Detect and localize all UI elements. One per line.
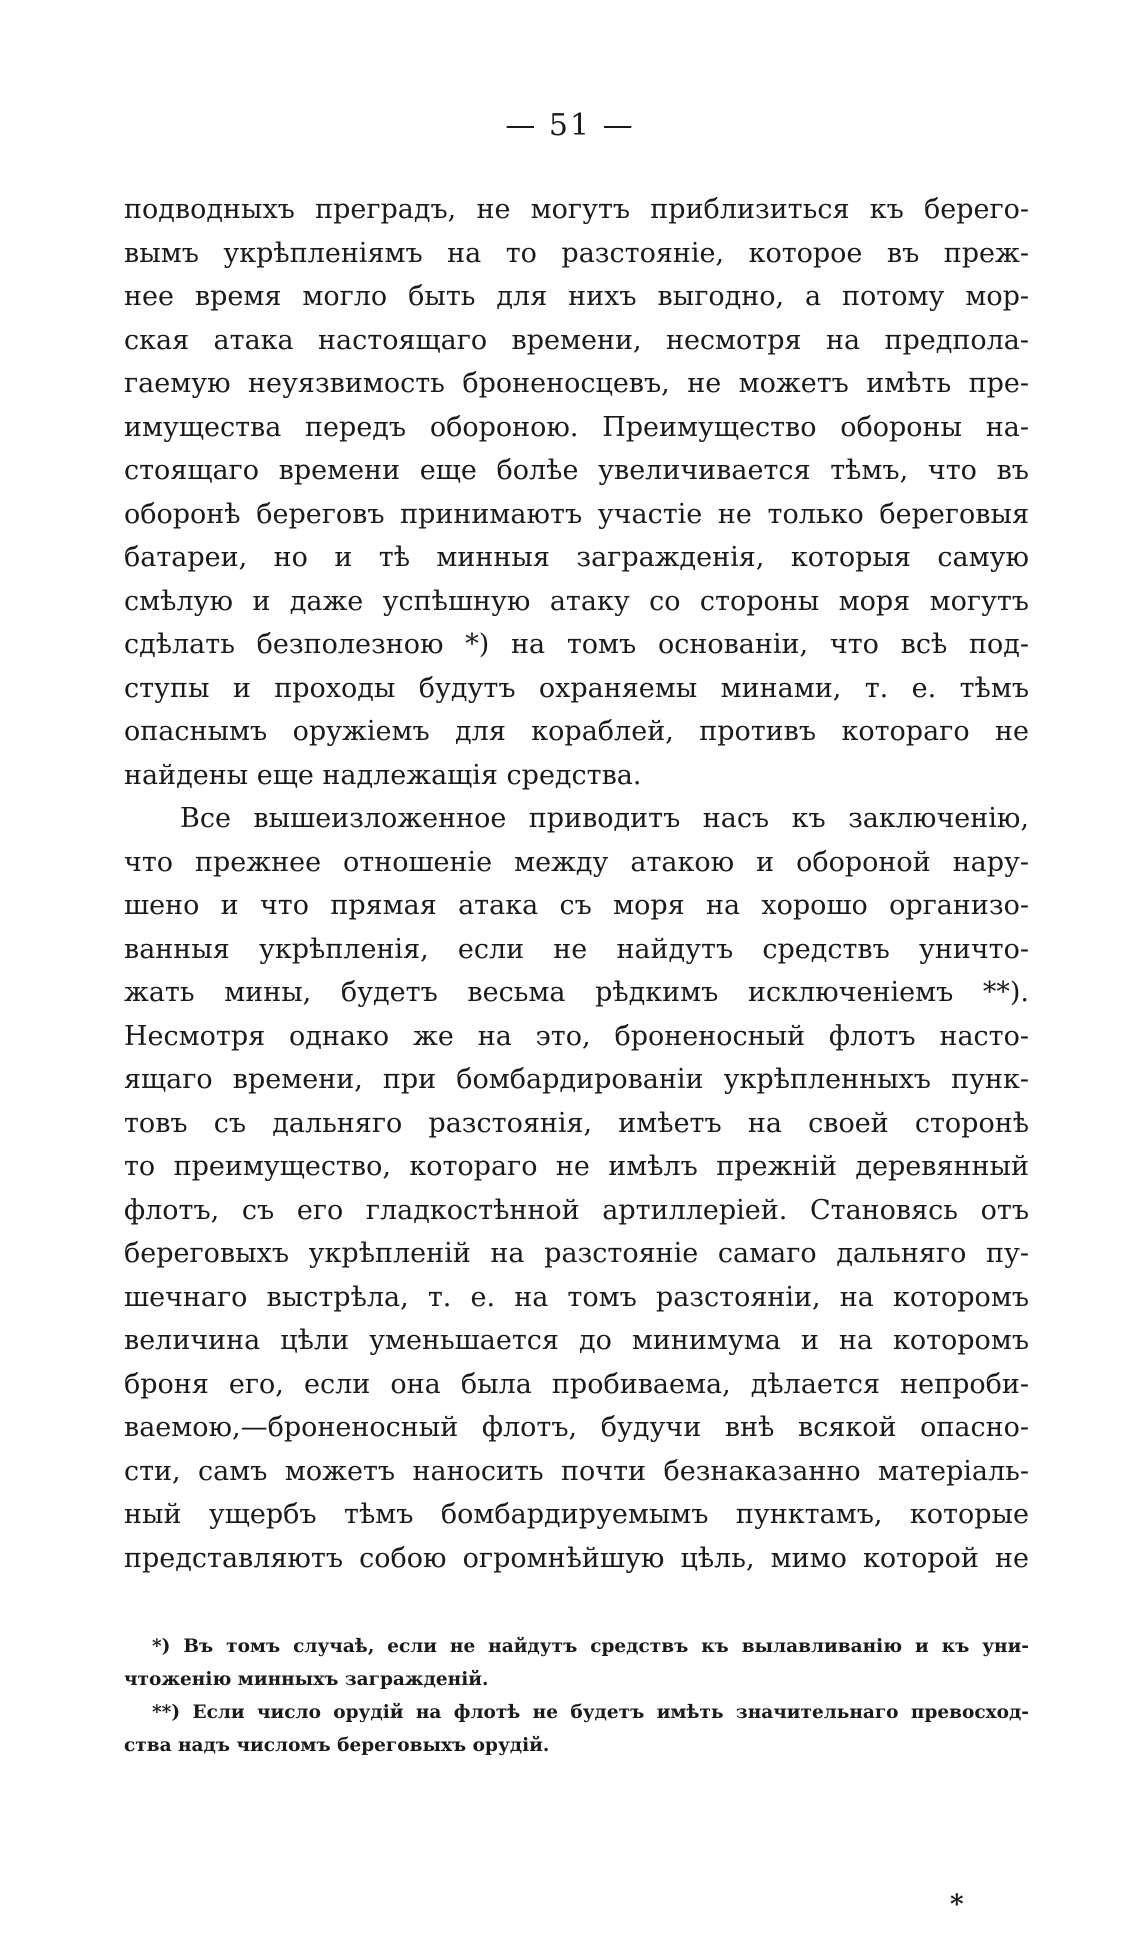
body-line: ванныя укрѣпленія, если не найдутъ средствъ уничто- bbox=[124, 933, 1029, 965]
body-line: ступы и проходы будутъ охраняемы минами, т. е. тѣмъ bbox=[124, 672, 1029, 704]
body-line: имущества передъ обороною. Преимущество обороны на- bbox=[124, 411, 1029, 443]
body-line: подводныхъ преградъ, не могутъ приблизиться къ берего- bbox=[124, 194, 1029, 225]
paragraph-start-line: Все вышеизложенное приводитъ насъ къ заключенію, bbox=[180, 803, 1029, 834]
footnote-line: чтоженію минныхъ загражденій. bbox=[124, 1669, 489, 1690]
body-text bbox=[124, 188, 1029, 1580]
body-line: оборонѣ береговъ принимаютъ участіе не только береговыя bbox=[124, 498, 1029, 530]
footnote-line: *) Въ томъ случаѣ, если не найдутъ средствъ къ вылавливанію и къ уни- bbox=[152, 1636, 1029, 1657]
body-line: стоящаго времени еще болѣе увеличивается тѣмъ, что въ bbox=[124, 455, 1029, 486]
body-line: сти, самъ можетъ наносить почти безнаказанно матеріаль- bbox=[124, 1455, 1029, 1487]
body-line: вымъ укрѣпленіямъ на то разстояніе, которое въ преж- bbox=[124, 237, 1029, 269]
body-line: ящаго времени, при бомбардированіи укрѣпленныхъ пунк- bbox=[124, 1064, 1029, 1095]
body-line: броня его, если она была пробиваема, дѣлается непроби- bbox=[124, 1368, 1029, 1400]
body-line: гаемую неуязвимость броненосцевъ, не можетъ имѣть пре- bbox=[124, 368, 1029, 399]
body-line: нее время могло быть для нихъ выгодно, а потому мор- bbox=[124, 281, 1029, 312]
body-line: что прежнее отношеніе между атакою и обороной нару- bbox=[124, 846, 1029, 878]
body-line: величина цѣли уменьшается до минимума и на которомъ bbox=[124, 1325, 1029, 1356]
body-line: жать мины, будетъ весьма рѣдкимъ исключеніемъ **). bbox=[124, 977, 1029, 1008]
page-number: — 51 — bbox=[505, 108, 635, 143]
body-line: найдены еще надлежащія средства. bbox=[124, 759, 642, 791]
footnote-line: ства надъ числомъ береговыхъ орудій. bbox=[124, 1735, 550, 1756]
body-line: опаснымъ оружіемъ для кораблей, противъ котораго не bbox=[124, 716, 1029, 747]
body-line: смѣлую и даже успѣшную атаку со стороны моря могутъ bbox=[124, 585, 1029, 617]
body-line: то преимущество, котораго не имѣлъ прежній деревянный bbox=[124, 1151, 1029, 1182]
body-line: шечнаго выстрѣла, т. е. на томъ разстояніи, на которомъ bbox=[124, 1281, 1029, 1313]
body-line: ваемою,—броненосный флотъ, будучи внѣ всякой опасно- bbox=[124, 1412, 1029, 1443]
footnotes bbox=[124, 1630, 1029, 1762]
signature-mark: * bbox=[950, 1890, 964, 1920]
body-line: ный ущербъ тѣмъ бомбардируемымъ пунктамъ, которые bbox=[124, 1499, 1029, 1530]
body-line: товъ съ дальняго разстоянія, имѣетъ на своей сторонѣ bbox=[124, 1107, 1029, 1139]
footnote-line: **) Если число орудій на флотѣ не будетъ имѣть значительнаго превосход- bbox=[152, 1702, 1029, 1723]
body-line: флотъ, съ его гладкостѣнной артиллеріей. Становясь отъ bbox=[124, 1194, 1029, 1226]
body-line: шено и что прямая атака съ моря на хорошо организо- bbox=[124, 890, 1029, 921]
body-line: батареи, но и тѣ минныя загражденія, которыя самую bbox=[124, 542, 1029, 573]
body-line: Несмотря однако же на это, броненосный флотъ насто- bbox=[124, 1020, 1029, 1052]
body-line: сдѣлать безполезною *) на томъ основаніи, что всѣ под- bbox=[124, 629, 1029, 660]
body-line: представляютъ собою огромнѣйшую цѣль, мимо которой не bbox=[124, 1542, 1029, 1574]
body-line: ская атака настоящаго времени, несмотря на предпола- bbox=[124, 324, 1029, 356]
body-line: береговыхъ укрѣпленій на разстояніе самаго дальняго пу- bbox=[124, 1238, 1029, 1269]
